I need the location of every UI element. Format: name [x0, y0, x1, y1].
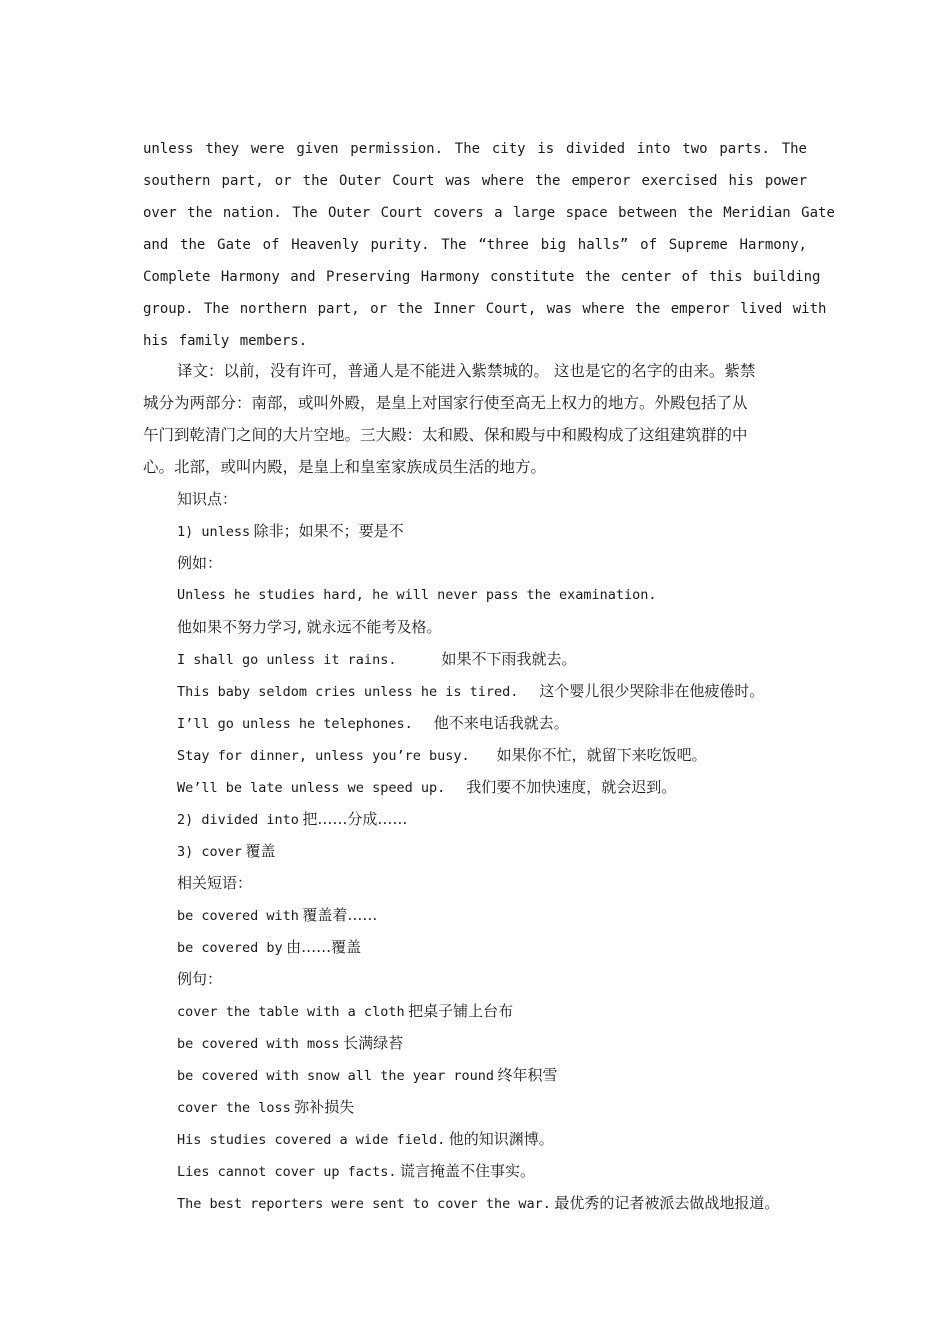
phrase-entry: be covered by 由……覆盖: [177, 938, 362, 956]
english-line: and the Gate of Heavenly purity. The “three big halls” of Supreme Harmony,: [143, 237, 807, 253]
usage-example: Lies cannot cover up facts. 谎言掩盖不住事实。: [177, 1162, 535, 1180]
usage-example: The best reporters were sent to cover the war. 最优秀的记者被派去做战地报道。: [177, 1194, 780, 1212]
english-line: Complete Harmony and Preserving Harmony constitute the center of this building: [143, 269, 821, 285]
translation-line: 城分为两部分：南部，或叫外殿，是皇上对国家行使至高无上权力的地方。外殿包括了从: [143, 394, 748, 412]
example-sentence: I’ll go unless he telephones. 他不来电话我就去。: [177, 714, 569, 732]
example-sentence: We’ll be late unless we speed up. 我们要不加快速度，就会迟到。: [177, 778, 677, 796]
english-line: over the nation. The Outer Court covers a large space between the Meridian Gate: [143, 205, 835, 221]
english-paragraph: [143, 133, 835, 357]
english-line: group. The northern part, or the Inner Court, was where the emperor lived with: [143, 301, 827, 317]
example-sentence: I shall go unless it rains. 如果不下雨我就去。: [177, 650, 577, 668]
note-item-unless: 1) unless 除非；如果不；要是不: [177, 522, 404, 540]
note-item-cover: 3) cover 覆盖: [177, 842, 276, 860]
usage-example: cover the table with a cloth 把桌子铺上台布: [177, 1002, 514, 1020]
translation-paragraph: [143, 355, 807, 483]
usage-example: be covered with snow all the year round 终年积雪: [177, 1066, 558, 1084]
note-item-divided-into: 2) divided into 把……分成……: [177, 810, 408, 828]
example-label: 例如：: [177, 554, 223, 572]
english-line: southern part, or the Outer Court was where the emperor exercised his power: [143, 173, 807, 189]
usage-example: His studies covered a wide field. 他的知识渊博。: [177, 1130, 554, 1148]
example-sentence: Unless he studies hard, he will never pass the examination.: [177, 587, 657, 603]
example-translation: 他如果不努力学习, 就永远不能考及格。: [177, 618, 442, 636]
usage-example: cover the loss 弥补损失: [177, 1098, 355, 1116]
english-line: his family members.: [143, 333, 308, 349]
example-sentence: This baby seldom cries unless he is tired. 这个婴儿很少哭除非在他疲倦时。: [177, 682, 765, 700]
example-sentence: Stay for dinner, unless you’re busy. 如果你不忙，就留下来吃饭吧。: [177, 746, 707, 764]
translation-line: 译文：以前，没有许可，普通人是不能进入紫禁城的。 这也是它的名字的由来。紫禁: [177, 362, 756, 380]
translation-line: 午门到乾清门之间的大片空地。三大殿：太和殿、保和殿与中和殿构成了这组建筑群的中: [143, 426, 748, 444]
translation-line: 心。北部，或叫内殿，是皇上和皇室家族成员生活的地方。: [143, 458, 547, 476]
notes-section: [177, 483, 877, 1219]
sentences-label: 例句：: [177, 970, 223, 988]
notes-heading: 知识点：: [177, 490, 238, 508]
phrase-entry: be covered with 覆盖着……: [177, 906, 378, 924]
english-line: unless they were given permission. The city is divided into two parts. The: [143, 141, 807, 157]
phrases-label: 相关短语：: [177, 874, 253, 892]
usage-example: be covered with moss 长满绿苔: [177, 1034, 404, 1052]
